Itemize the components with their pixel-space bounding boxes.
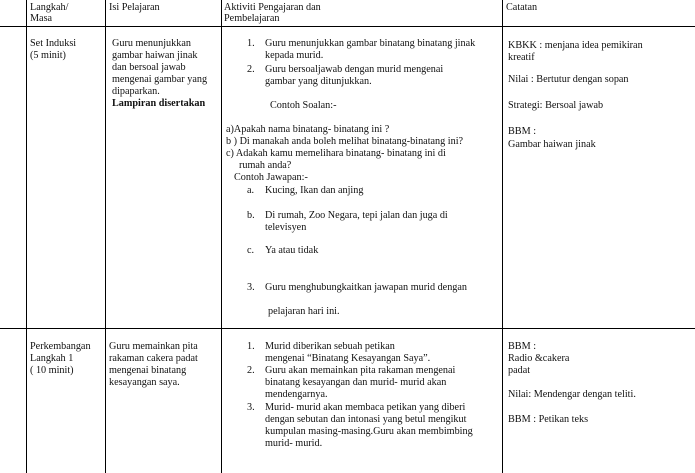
row1-act1-line: kepada murid. — [265, 50, 324, 61]
row2-stage: Langkah 1 — [30, 353, 74, 364]
header-masa: Masa — [30, 13, 53, 24]
row1-act3-line: Guru menghubungkaitkan jawapan murid dengan — [265, 282, 467, 293]
row2-note-bbm: BBM : — [508, 341, 537, 352]
row1-answer-c-label: c. — [247, 245, 255, 256]
row1-answer-b: televisyen — [265, 222, 307, 233]
row2-note-bbm: padat — [508, 365, 531, 376]
row1-act2-line: gambar yang ditunjukkan. — [265, 76, 372, 87]
row1-border — [0, 328, 695, 329]
row2-content-line: rakaman cakera padat — [109, 353, 198, 364]
row2-act2-line: mendengarnya. — [265, 389, 328, 400]
row1-answer-a-label: a. — [247, 185, 255, 196]
row2-act3-line: dengan sebutan dan intonasi yang betul mengikut — [265, 414, 467, 425]
row1-content-line: Guru menunjukkan — [112, 38, 191, 49]
col-border-2 — [221, 0, 222, 473]
row2-act2-line: binatang kesayangan dan murid- murid akan — [265, 377, 447, 388]
row2-content-line: mengenai binatang — [109, 365, 187, 376]
row1-note-bbm: BBM : — [508, 126, 537, 137]
row1-duration: (5 minit) — [30, 50, 66, 61]
row1-content-line: dan bersoal jawab — [112, 62, 186, 73]
row1-question-c: rumah anda? — [239, 160, 292, 171]
header-aktiviti: Aktiviti Pengajaran dan — [224, 2, 321, 13]
row2-act1-number: 1. — [247, 341, 255, 352]
row2-act2-line: Guru akan memainkan pita rakaman mengenai — [265, 365, 456, 376]
row2-note-bbm-teks: BBM : Petikan teks — [508, 414, 589, 425]
header-pembelajaran: Pembelajaran — [224, 13, 280, 24]
row1-question-a: a)Apakah nama binatang- binatang ini ? — [226, 124, 390, 135]
row1-question-c: c) Adakah kamu memelihara binatang- binatang ini di — [226, 148, 446, 159]
row1-act3-number: 3. — [247, 282, 255, 293]
header-catatan: Catatan — [506, 2, 538, 13]
row1-content-line: mengenai gambar yang — [112, 74, 208, 85]
row1-act2-line: Guru bersoaljawab dengan murid mengenai — [265, 64, 444, 75]
header-langkah: Langkah/ — [30, 2, 69, 13]
col-border-left — [26, 0, 27, 473]
row1-note-strategi: Strategi: Bersoal jawab — [508, 100, 604, 111]
row2-act1-line: mengenai “Binatang Kesayangan Saya”. — [265, 353, 431, 364]
row1-note-kbkk: KBKK : menjana idea pemikiran — [508, 40, 643, 51]
row2-content-line: Guru memainkan pita — [109, 341, 198, 352]
row1-stage: Set Induksi — [30, 38, 77, 49]
row2-duration: ( 10 minit) — [30, 365, 74, 376]
row1-answer-b: Di rumah, Zoo Negara, tepi jalan dan juga di — [265, 210, 448, 221]
row1-answer-a: Kucing, Ikan dan anjing — [265, 185, 364, 196]
row2-note-bbm: Radio &cakera — [508, 353, 570, 364]
row1-answer-b-label: b. — [247, 210, 255, 221]
row2-act1-line: Murid diberikan sebuah petikan — [265, 341, 395, 352]
header-row-border — [0, 26, 695, 27]
row2-act3-number: 3. — [247, 402, 255, 413]
row1-act2-number: 2. — [247, 64, 255, 75]
row2-note-nilai: Nilai: Mendengar dengan teliti. — [508, 389, 636, 400]
row2-content-line: kesayangan saya. — [109, 377, 180, 388]
col-border-1 — [105, 0, 106, 473]
row1-note-kbkk: kreatif — [508, 52, 535, 63]
header-isi-pelajaran: Isi Pelajaran — [109, 2, 160, 13]
row1-act1-line: Guru menunjukkan gambar binatang binatang jinak — [265, 38, 476, 49]
col-border-3 — [502, 0, 503, 473]
row1-question-b: b ) Di manakah anda boleh melihat binatang-binatang ini? — [226, 136, 464, 147]
row1-example-questions-title: Contoh Soalan:- — [270, 100, 337, 111]
row2-stage: Perkembangan — [30, 341, 91, 352]
row2-act2-number: 2. — [247, 365, 255, 376]
row2-act3-line: kumpulan masing-masing.Guru akan membimbing — [265, 426, 473, 437]
row1-example-answers-title: Contoh Jawapan:- — [234, 172, 308, 183]
row1-answer-c: Ya atau tidak — [265, 245, 319, 256]
row1-content-line: gambar haiwan jinak — [112, 50, 198, 61]
row1-content-line: dipaparkan. — [112, 86, 160, 97]
row1-note-nilai: Nilai : Bertutur dengan sopan — [508, 74, 629, 85]
row1-act3-line: pelajaran hari ini. — [268, 306, 340, 317]
row1-act1-number: 1. — [247, 38, 255, 49]
row1-lampiran: Lampiran disertakan — [112, 98, 206, 109]
row1-note-bbm: Gambar haiwan jinak — [508, 139, 596, 150]
row2-act3-line: murid- murid. — [265, 438, 323, 449]
row2-act3-line: Murid- murid akan membaca petikan yang diberi — [265, 402, 466, 413]
